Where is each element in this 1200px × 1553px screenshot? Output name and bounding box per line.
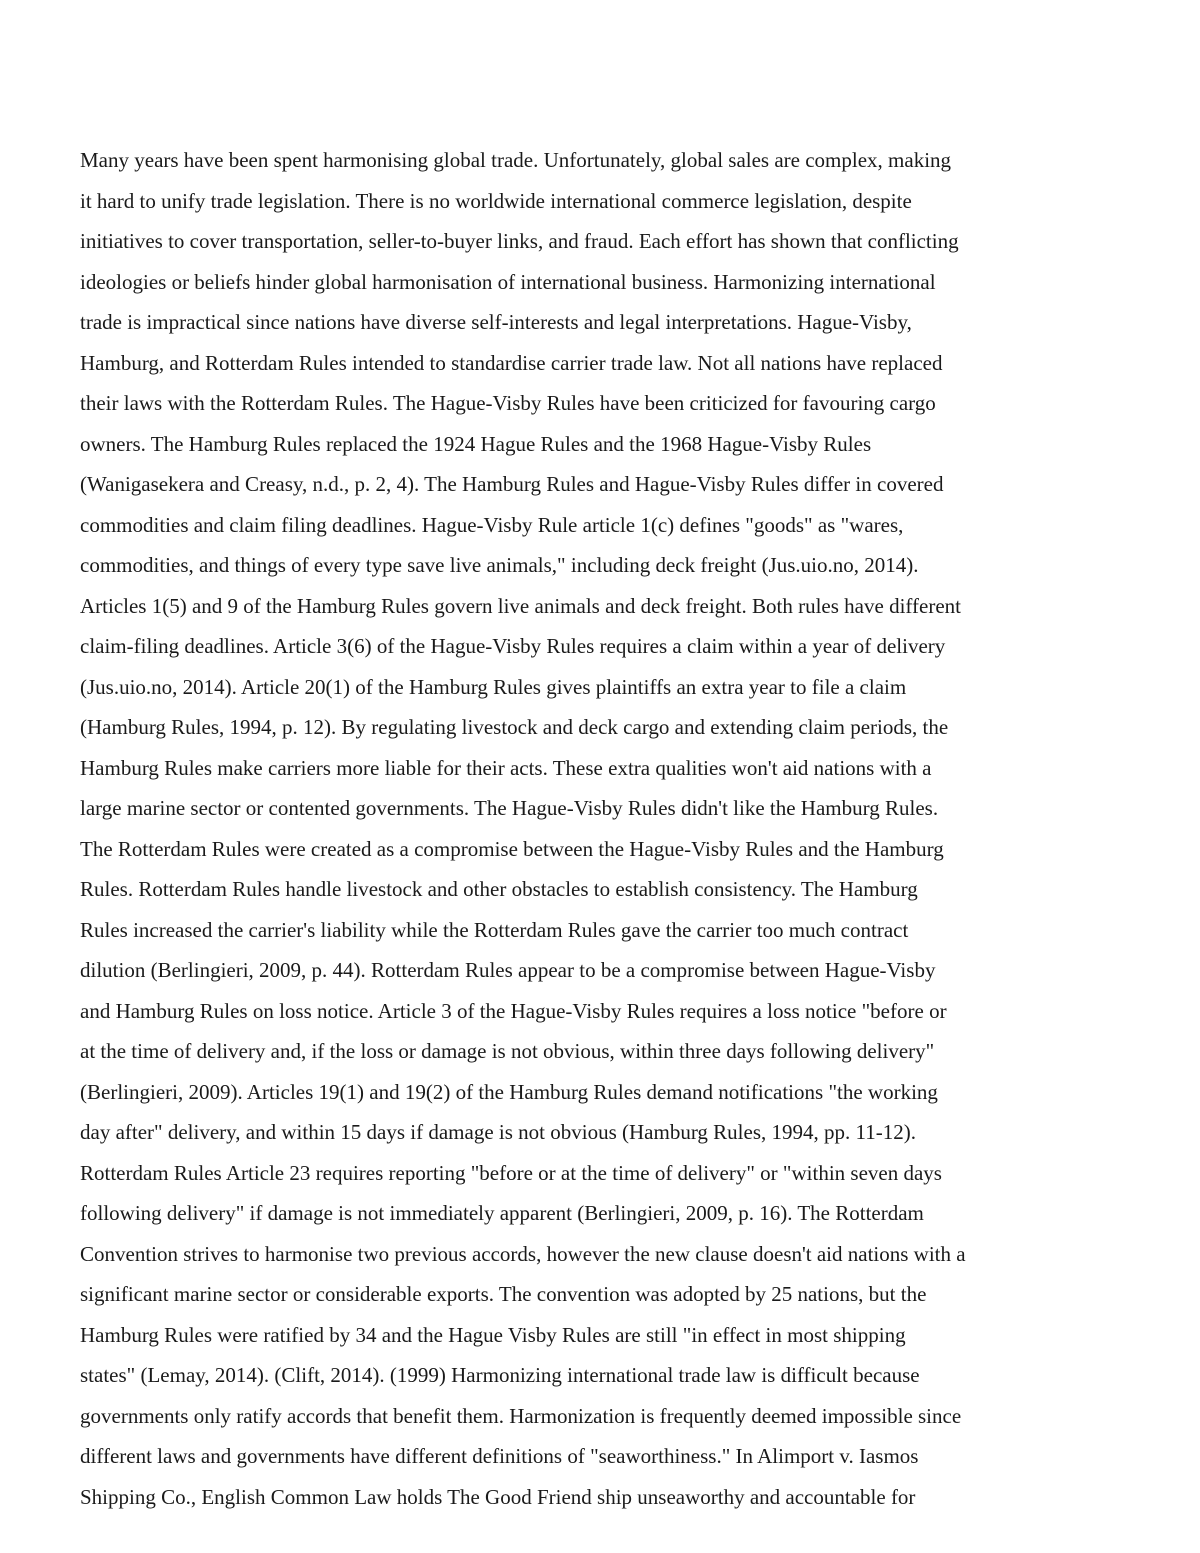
text-line: states" (Lemay, 2014). (Clift, 2014). (1999) Harmonizing international trade law is difficult because bbox=[80, 1363, 920, 1387]
text-line: significant marine sector or considerable exports. The convention was adopted by 25 nations, but the bbox=[80, 1282, 927, 1306]
text-line: Rules. Rotterdam Rules handle livestock and other obstacles to establish consistency. The Hamburg bbox=[80, 877, 918, 901]
text-line: governments only ratify accords that benefit them. Harmonization is frequently deemed impossible since bbox=[80, 1403, 962, 1428]
text-line: dilution (Berlingieri, 2009, p. 44). Rotterdam Rules appear to be a compromise between Hague-Visby bbox=[80, 958, 936, 982]
text-line: ideologies or beliefs hinder global harmonisation of international business. Harmonizing international bbox=[80, 269, 936, 294]
text-line: following delivery" if damage is not immediately apparent (Berlingieri, 2009, p. 16). The Rotterdam bbox=[80, 1201, 924, 1225]
text-line: (Wanigasekera and Creasy, n.d., p. 2, 4). The Hamburg Rules and Hague-Visby Rules differ in covered bbox=[80, 472, 944, 496]
text-line: Convention strives to harmonise two previous accords, however the new clause doesn't aid nations with a bbox=[80, 1241, 966, 1266]
text-line: owners. The Hamburg Rules replaced the 1924 Hague Rules and the 1968 Hague-Visby Rules bbox=[80, 431, 872, 456]
text-line: Many years have been spent harmonising global trade. Unfortunately, global sales are complex, making bbox=[80, 148, 952, 172]
text-line: Rotterdam Rules Article 23 requires reporting "before or at the time of delivery" or "within seven days bbox=[80, 1160, 942, 1185]
text-line: (Berlingieri, 2009). Articles 19(1) and 19(2) of the Hamburg Rules demand notifications "the working bbox=[80, 1079, 938, 1104]
text-line: Hamburg Rules were ratified by 34 and the Hague Visby Rules are still "in effect in most shipping bbox=[80, 1322, 906, 1347]
text-line: initiatives to cover transportation, seller-to-buyer links, and fraud. Each effort has shown that conflicting bbox=[80, 229, 959, 253]
text-line: commodities and claim filing deadlines. Hague-Visby Rule article 1(c) defines "goods" as "wares, bbox=[80, 512, 904, 537]
body-paragraph bbox=[80, 140, 1090, 1517]
text-line: (Jus.uio.no, 2014). Article 20(1) of the Hamburg Rules gives plaintiffs an extra year to file a claim bbox=[80, 674, 907, 699]
text-line: trade is impractical since nations have diverse self-interests and legal interpretations. Hague-Visby, bbox=[80, 310, 912, 334]
text-line: different laws and governments have different definitions of "seaworthiness." In Alimport v. Iasmos bbox=[80, 1444, 919, 1468]
text-line: at the time of delivery and, if the loss or damage is not obvious, within three days following delivery" bbox=[80, 1039, 935, 1063]
text-line: Articles 1(5) and 9 of the Hamburg Rules govern live animals and deck freight. Both rules have different bbox=[80, 593, 961, 618]
text-line: large marine sector or contented governments. The Hague-Visby Rules didn't like the Hamburg Rules. bbox=[80, 796, 939, 820]
text-line: claim-filing deadlines. Article 3(6) of the Hague-Visby Rules requires a claim within a year of delivery bbox=[80, 634, 946, 658]
text-line: Shipping Co., English Common Law holds The Good Friend ship unseaworthy and accountable for bbox=[80, 1484, 916, 1509]
text-line: commodities, and things of every type save live animals," including deck freight (Jus.uio.no, 2014). bbox=[80, 553, 919, 577]
text-line: The Rotterdam Rules were created as a compromise between the Hague-Visby Rules and the Hamburg bbox=[80, 836, 944, 861]
text-line: Rules increased the carrier's liability while the Rotterdam Rules gave the carrier too much contract bbox=[80, 917, 909, 942]
text-line: Hamburg, and Rotterdam Rules intended to standardise carrier trade law. Not all nations have replaced bbox=[80, 350, 943, 375]
text-line: Hamburg Rules make carriers more liable for their acts. These extra qualities won't aid nations with a bbox=[80, 755, 932, 780]
text-line: it hard to unify trade legislation. There is no worldwide international commerce legislation, despite bbox=[80, 188, 912, 213]
text-line: and Hamburg Rules on loss notice. Article 3 of the Hague-Visby Rules requires a loss notice "before or bbox=[80, 998, 947, 1023]
text-line: day after" delivery, and within 15 days if damage is not obvious (Hamburg Rules, 1994, pp. 11-12). bbox=[80, 1120, 916, 1144]
text-line: their laws with the Rotterdam Rules. The Hague-Visby Rules have been criticized for favouring cargo bbox=[80, 391, 936, 415]
text-line: (Hamburg Rules, 1994, p. 12). By regulating livestock and deck cargo and extending claim periods, the bbox=[80, 715, 949, 739]
